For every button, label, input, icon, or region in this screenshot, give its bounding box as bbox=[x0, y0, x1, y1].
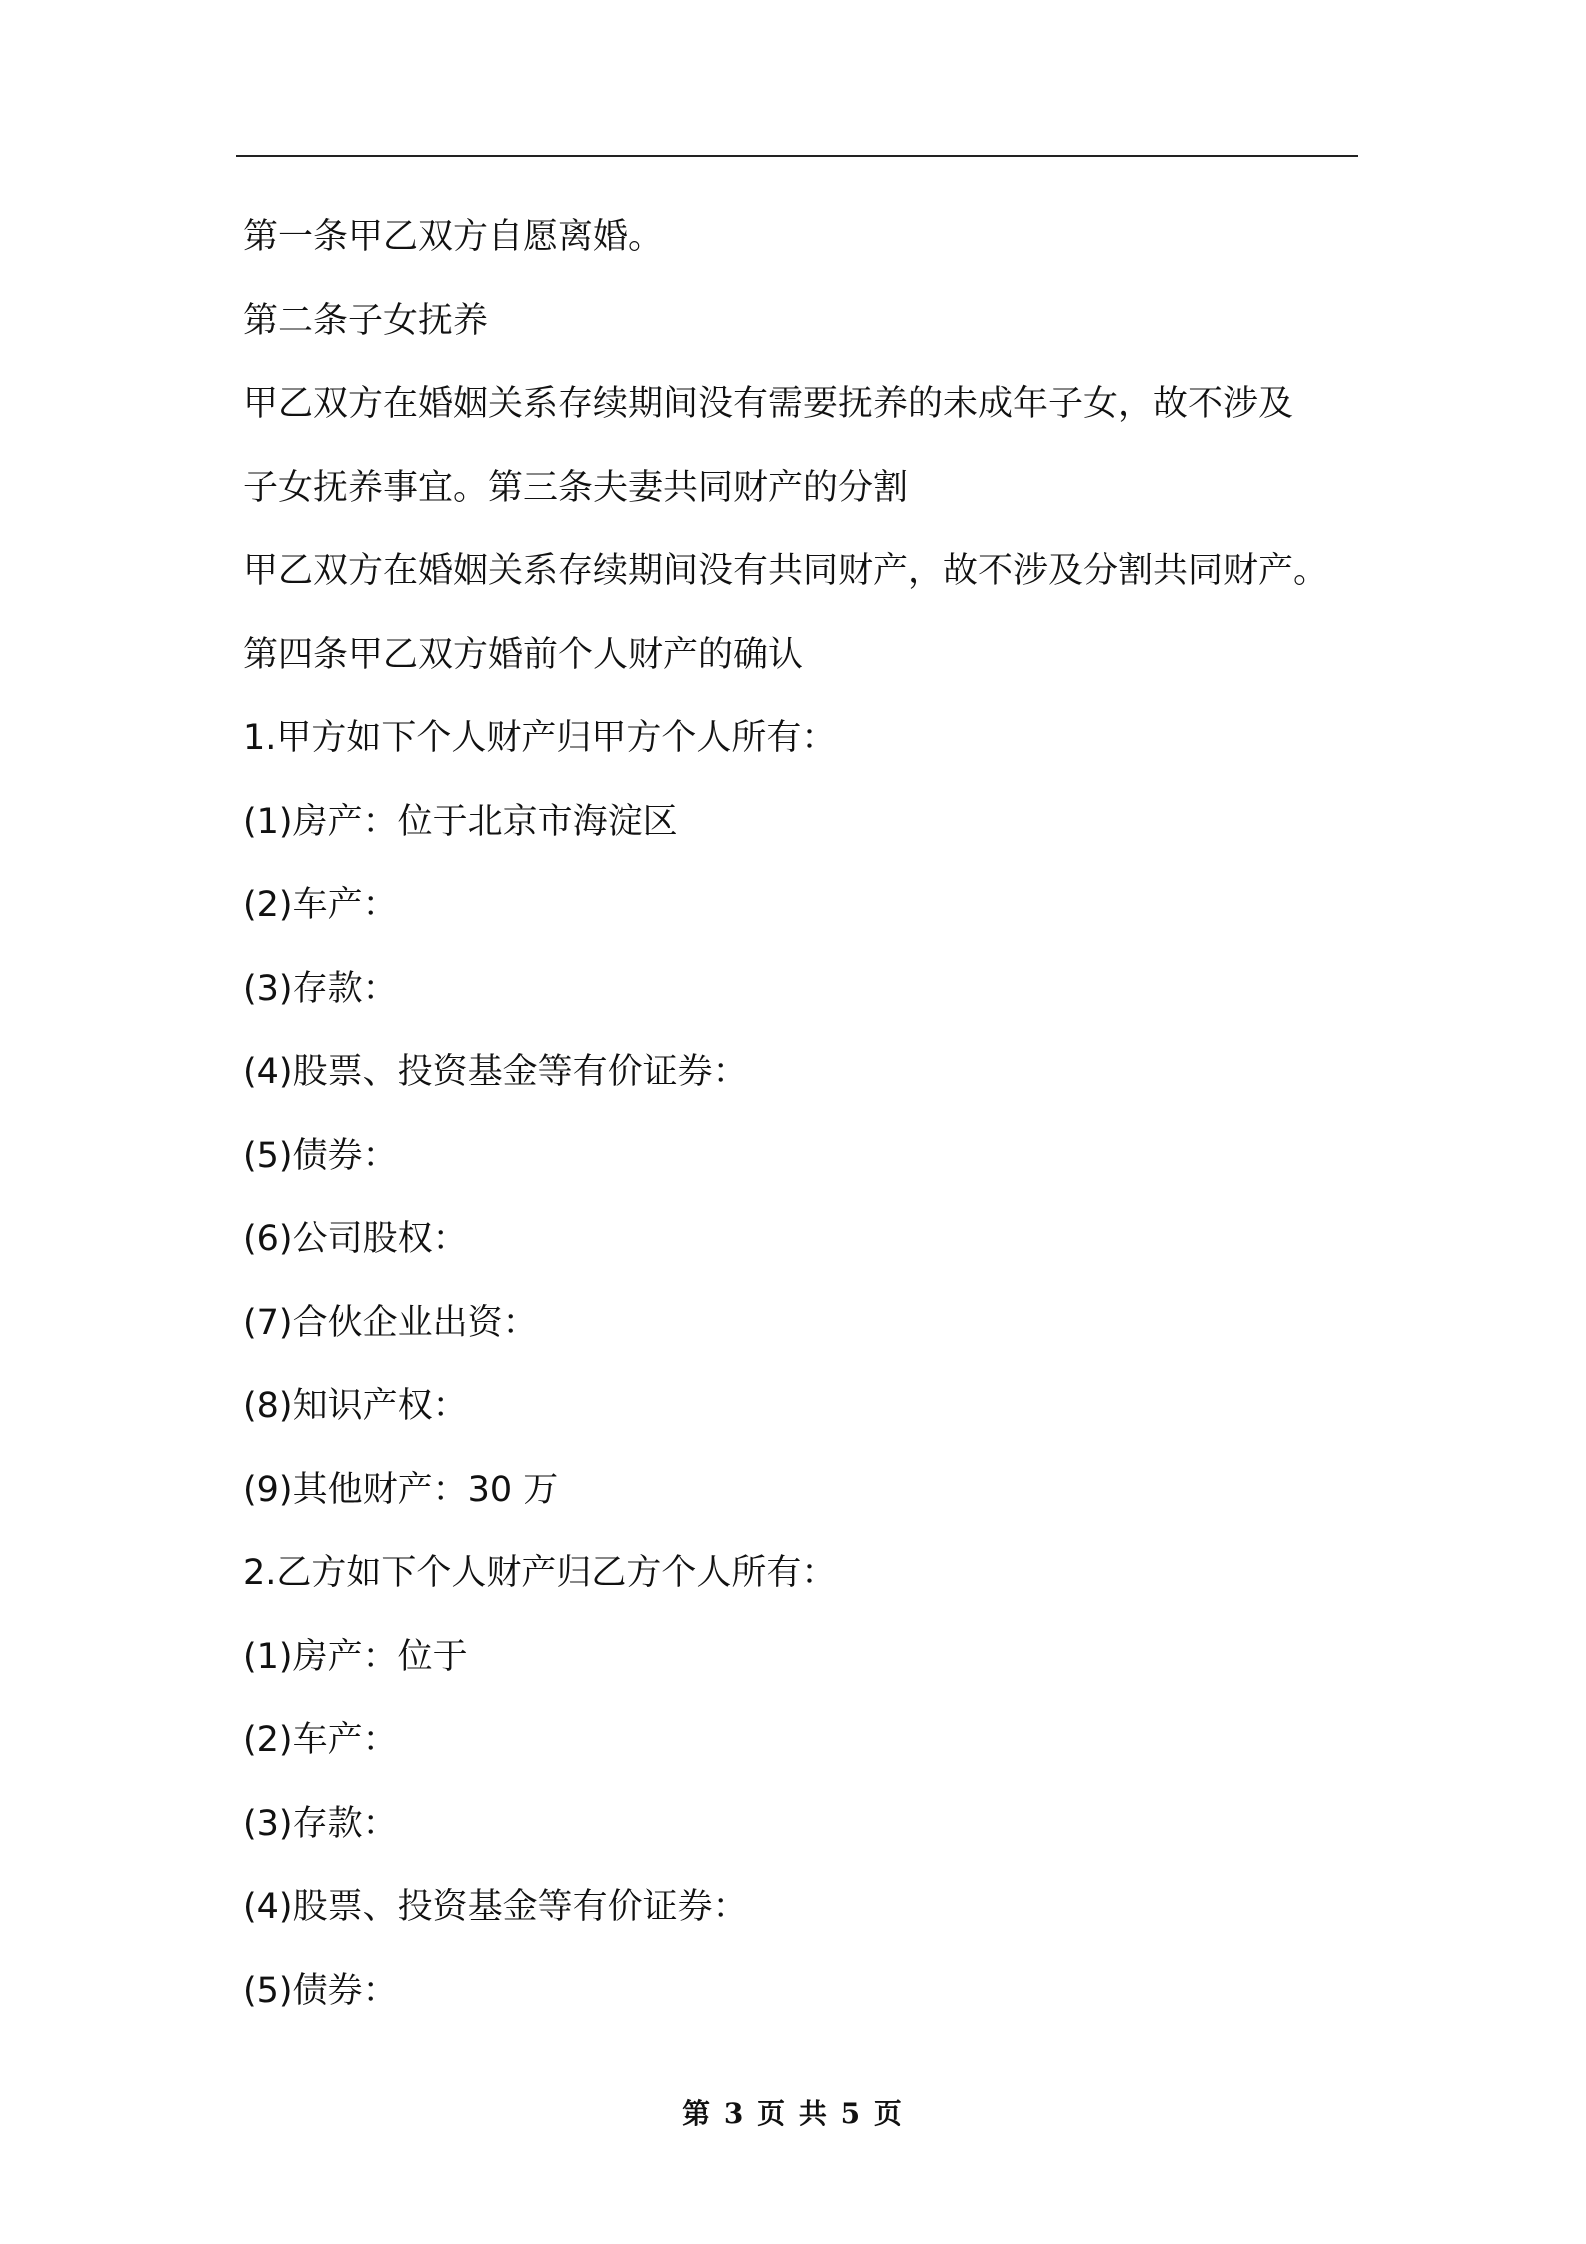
article-2-text-line-2: 子女抚养事宜。第三条夫妻共同财产的分割 bbox=[243, 467, 909, 508]
party-a-item: (2)车产： bbox=[243, 885, 398, 925]
article-2-text-line-1: 甲乙双方在婚姻关系存续期间没有需要抚养的未成年子女，故不涉及 bbox=[243, 384, 1294, 424]
party-b-item: (4)股票、投资基金等有价证券： bbox=[243, 1887, 748, 1927]
party-b-heading: 2.乙方如下个人财产归乙方个人所有： bbox=[243, 1553, 837, 1593]
party-a-item: (6)公司股权： bbox=[243, 1219, 468, 1259]
party-b-item: (2)车产： bbox=[243, 1720, 398, 1760]
party-b-item: (3)存款： bbox=[243, 1803, 398, 1844]
party-a-item: (1)房产：位于北京市海淀区 bbox=[243, 801, 678, 842]
party-a-item: (9)其他财产：30 万 bbox=[243, 1469, 559, 1510]
header-rule bbox=[236, 155, 1358, 157]
article-3-text: 甲乙双方在婚姻关系存续期间没有共同财产，故不涉及分割共同财产。 bbox=[243, 551, 1329, 591]
party-a-item: (8)知识产权： bbox=[243, 1386, 468, 1426]
party-a-item: (3)存款： bbox=[243, 968, 398, 1009]
party-a-item: (4)股票、投资基金等有价证券： bbox=[243, 1052, 748, 1092]
party-b-item: (1)房产：位于 bbox=[243, 1636, 468, 1677]
article-1: 第一条甲乙双方自愿离婚。 bbox=[243, 217, 664, 257]
document-body bbox=[243, 196, 1383, 2033]
party-a-item: (5)债券： bbox=[243, 1135, 398, 1176]
page-number: 第 3 页 共 5 页 bbox=[682, 2097, 904, 2130]
article-4-heading: 第四条甲乙双方婚前个人财产的确认 bbox=[243, 634, 804, 675]
article-2-heading: 第二条子女抚养 bbox=[243, 300, 489, 341]
party-a-item: (7)合伙企业出资： bbox=[243, 1302, 538, 1343]
party-a-heading: 1.甲方如下个人财产归甲方个人所有： bbox=[243, 718, 837, 758]
party-b-item: (5)债券： bbox=[243, 1970, 398, 2011]
